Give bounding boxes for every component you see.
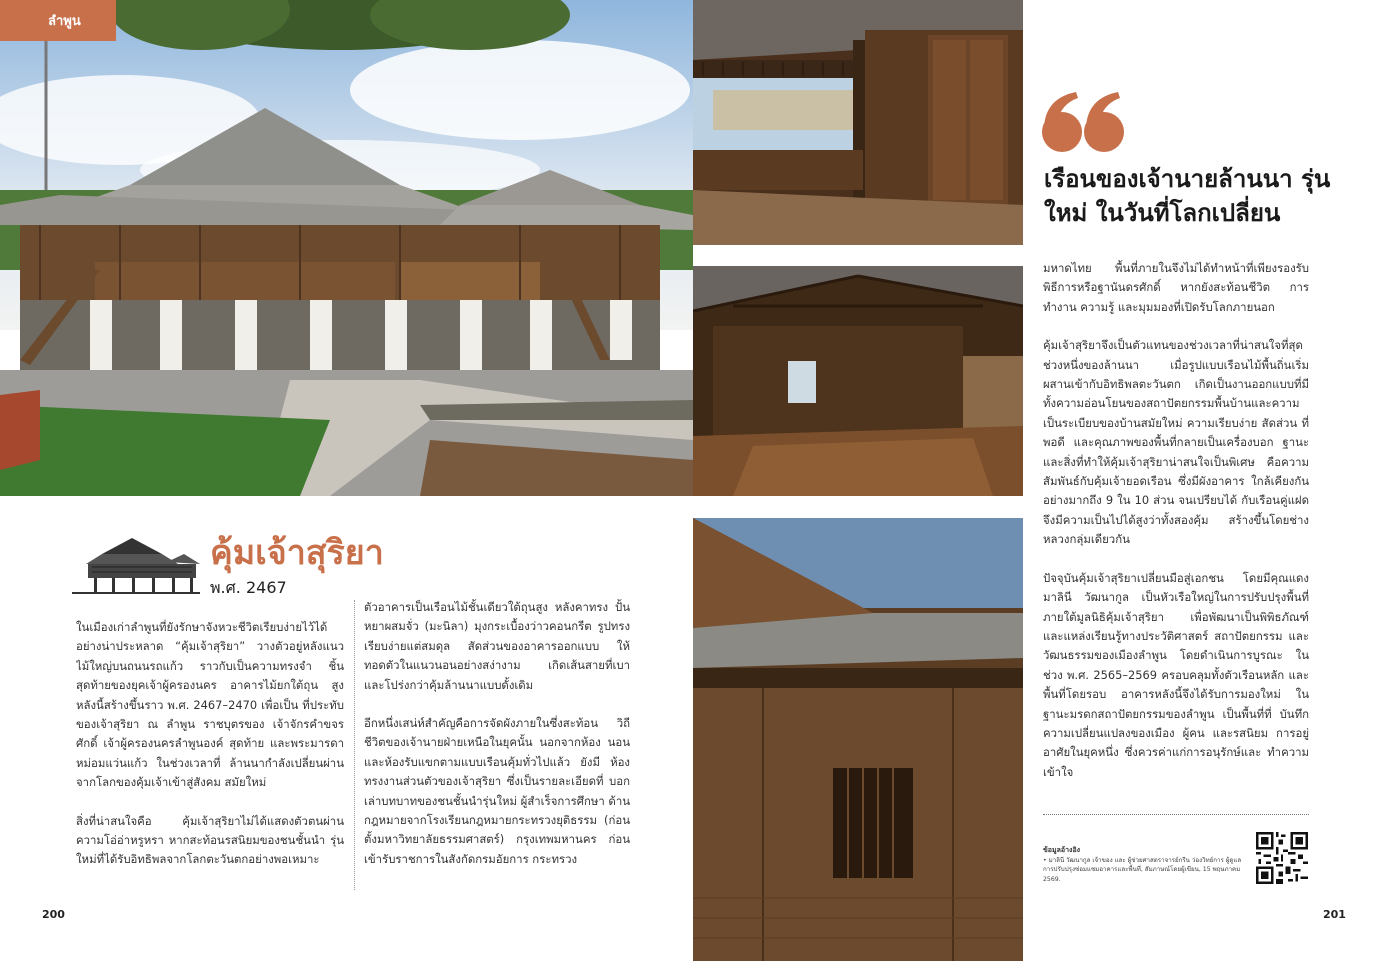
article-title: คุ้มเจ้าสุริยา xyxy=(210,533,384,573)
section-tag: ลำพูน xyxy=(0,0,116,41)
veranda-interior-photo xyxy=(693,0,1023,245)
qr-code-icon[interactable] xyxy=(1256,832,1308,884)
paragraph: มหาดไทย พื้นที่ภายในจึงไม่ได้ทำหน้าที่เพียงรองรับ พิธีการหรือฐานันดรศักดิ์ หากยังสะท้อนชีวิต การทำงาน ความรู้ และมุมมองที่เปิดรับโลกภายนอก xyxy=(1043,261,1309,314)
paragraph: ปัจจุบันคุ้มเจ้าสุริยาเปลี่ยนมือสู่เอกชน โดยมีคุณแดง มาลินี วัฒนากูล เป็นหัวเรือใหญ่ในการปรับปรุงพื้นที่ ภายใต้มูลนิธิคุ้มเจ้าสุริยา เพื่อพัฒนาเป็นพิพิธภัณฑ์ และแหล่งเรียนรู้ทางประวัติศาสตร์ สถาปัตยกรรม และวัฒนธรรมของเมืองลำพูน โดยดำเนินการบูรณะ ในช่วง พ.ศ. 2565–2569 ครอบคลุมทั้งตัวเรือนหลัก และพื้นที่โดยรอบ อาคารหลังนี้จึงได้รับการมองใหม่ ในฐานะมรดกสถาปัตยกรรมของลำพูน เป็นพื้นที่ที่ บันทึกความเปลี่ยนแปลงของเมือง ผู้คน และรสนิยม การอยู่อาศัยในยุคหนึ่ง ซึ่งควรค่าแก่การอนุรักษ์และ ทำความเข้าใจ xyxy=(1043,570,1309,779)
page-number-right: 201 xyxy=(1323,908,1346,921)
facade-photo xyxy=(693,518,1023,961)
reference-title: ข้อมูลอ้างอิง xyxy=(1043,846,1081,854)
pull-quote: เรือนของเจ้านายล้านนา รุ่นใหม่ ในวันที่โลกเปลี่ยน xyxy=(1044,165,1331,227)
house-illustration-icon xyxy=(72,536,200,596)
attic-interior-photo xyxy=(693,266,1023,496)
paragraph: คุ้มเจ้าสุริยาจึงเป็นตัวแทนของช่วงเวลาที่น่าสนใจที่สุด ช่วงหนึ่งของล้านนา เมื่อรูปแบบเรือนไม้พื้นถิ่นเริ่ม ผสานเข้ากับอิทธิพลตะวันตก เกิดเป็นงานออกแบบที่มี ทั้งความอ่อนโยนของสถาปัตยกรรมพื้นบ้านและความ เป็นระเบียบของบ้านสมัยใหม่ ความเรียบง่าย สัดส่วน ที่พอดี และคุณภาพของพื้นที่กลายเป็นเครื่องบอก ฐานะ และสิ่งที่ทำให้คุ้มเจ้าสุริยาน่าสนใจเป็นพิเศษ คือความสัมพันธ์กับคุ้มเจ้ายอดเรือน ซึ่งมีผังอาคาร ใกล้เคียงกันอย่างมากถึง 9 ใน 10 ส่วน จนเปรียบได้ กับเรือนคู่แฝด จึงมีความเป็นไปได้สูงว่าทั้งสองคุ้ม สร้างขึ้นโดยช่างหลวงกลุ่มเดียวกัน xyxy=(1043,338,1309,547)
reference-separator xyxy=(1043,814,1309,815)
text-column-1 xyxy=(76,618,344,894)
quote-mark-icon xyxy=(1040,90,1130,154)
reference-text: • มาลินี วัฒนากูล เจ้าของ และ ผู้ช่วยศาสตราจารย์กรีน ว่องวิทย์การ ผู้ดูแลการปรับปรุงซ่อมแซมอาคารและพื้นที่, สัมภาษณ์โดยผู้เขียน, 15 พฤษภาคม 2569. xyxy=(1043,857,1242,883)
text-column-2 xyxy=(364,598,630,894)
paragraph: อีกหนึ่งเสน่ห์สำคัญคือการจัดผังภายในซึ่งสะท้อน วิถีชีวิตของเจ้านายฝ่ายเหนือในยุคนั้น นอกจากห้อง นอนและห้องรับแขกตามแบบเรือนคุ้มทั่วไปแล้ว ยังมี ห้องทรงงานส่วนตัวของเจ้าสุริยา ซึ่งเป็นรายละเอียดที่ บอกเล่าบทบาทของชนชั้นนำรุ่นใหม่ ผู้สำเร็จการศึกษา ด้านกฎหมายจากโรงเรียนกฎหมายกระทรวงยุติธรรม (ก่อนตั้งมหาวิทยาลัยธรรมศาสตร์) กรุงเทพมหานคร ก่อนเข้ารับราชการในสังกัดกรมอัยการ กระทรวง xyxy=(364,716,630,866)
article-subtitle: พ.ศ. 2467 xyxy=(210,578,287,597)
paragraph: ในเมืองเก่าลำพูนที่ยังรักษาจังหวะชีวิตเรียบง่ายไว้ได้ อย่างน่าประหลาด “คุ้มเจ้าสุริยา” วางตัวอยู่หลังแนว ไม้ใหญ่บนถนนรถแก้ว ราวกับเป็นความทรงจำ ชิ้นสุดท้ายของยุคเจ้าผู้ครองนคร อาคารไม้ยกใต้ถุน สูง หลังนี้สร้างขึ้นราว พ.ศ. 2467–2470 เพื่อเป็น ที่ประทับของเจ้าสุริยา ณ ลำพูน ราชบุตรของ เจ้าจักรคำขจรศักดิ์ เจ้าผู้ครองนครลำพูนองค์ สุดท้าย และพระมารดาหม่อมแว่นแก้ว ในช่วงเวลาที่ ล้านนากำลังเปลี่ยนผ่านจากโลกของคุ้มเจ้าเข้าสู่สังคม สมัยใหม่ xyxy=(76,620,344,790)
page-number-left: 200 xyxy=(42,908,65,921)
column-divider xyxy=(354,600,355,890)
text-column-3 xyxy=(1043,259,1309,789)
paragraph: ตัวอาคารเป็นเรือนไม้ชั้นเดียวใต้ถุนสูง หลังคาทรง ปั้นหยาผสมจั่ว (มะนิลา) มุงกระเบื้องว่าวคอนกรีต รูปทรงเรียบง่ายแต่สมดุล สัดส่วนของอาคารออกแบบ ให้ทอดตัวในแนวนอนอย่างสง่างาม เกิดเส้นสายที่เบา และโปร่งกว่าคุ้มล้านนาแบบดั้งเดิม xyxy=(364,600,630,692)
main-house-photo xyxy=(0,0,693,496)
paragraph: สิ่งที่น่าสนใจคือ คุ้มเจ้าสุริยาไม่ได้แสดงตัวตนผ่าน ความโอ่อ่าหรูหรา หากสะท้อนรสนิยมของชนชั้นนำ รุ่นใหม่ที่ได้รับอิทธิพลจากโลกตะวันตกอย่างพอเหมาะ xyxy=(76,813,344,867)
